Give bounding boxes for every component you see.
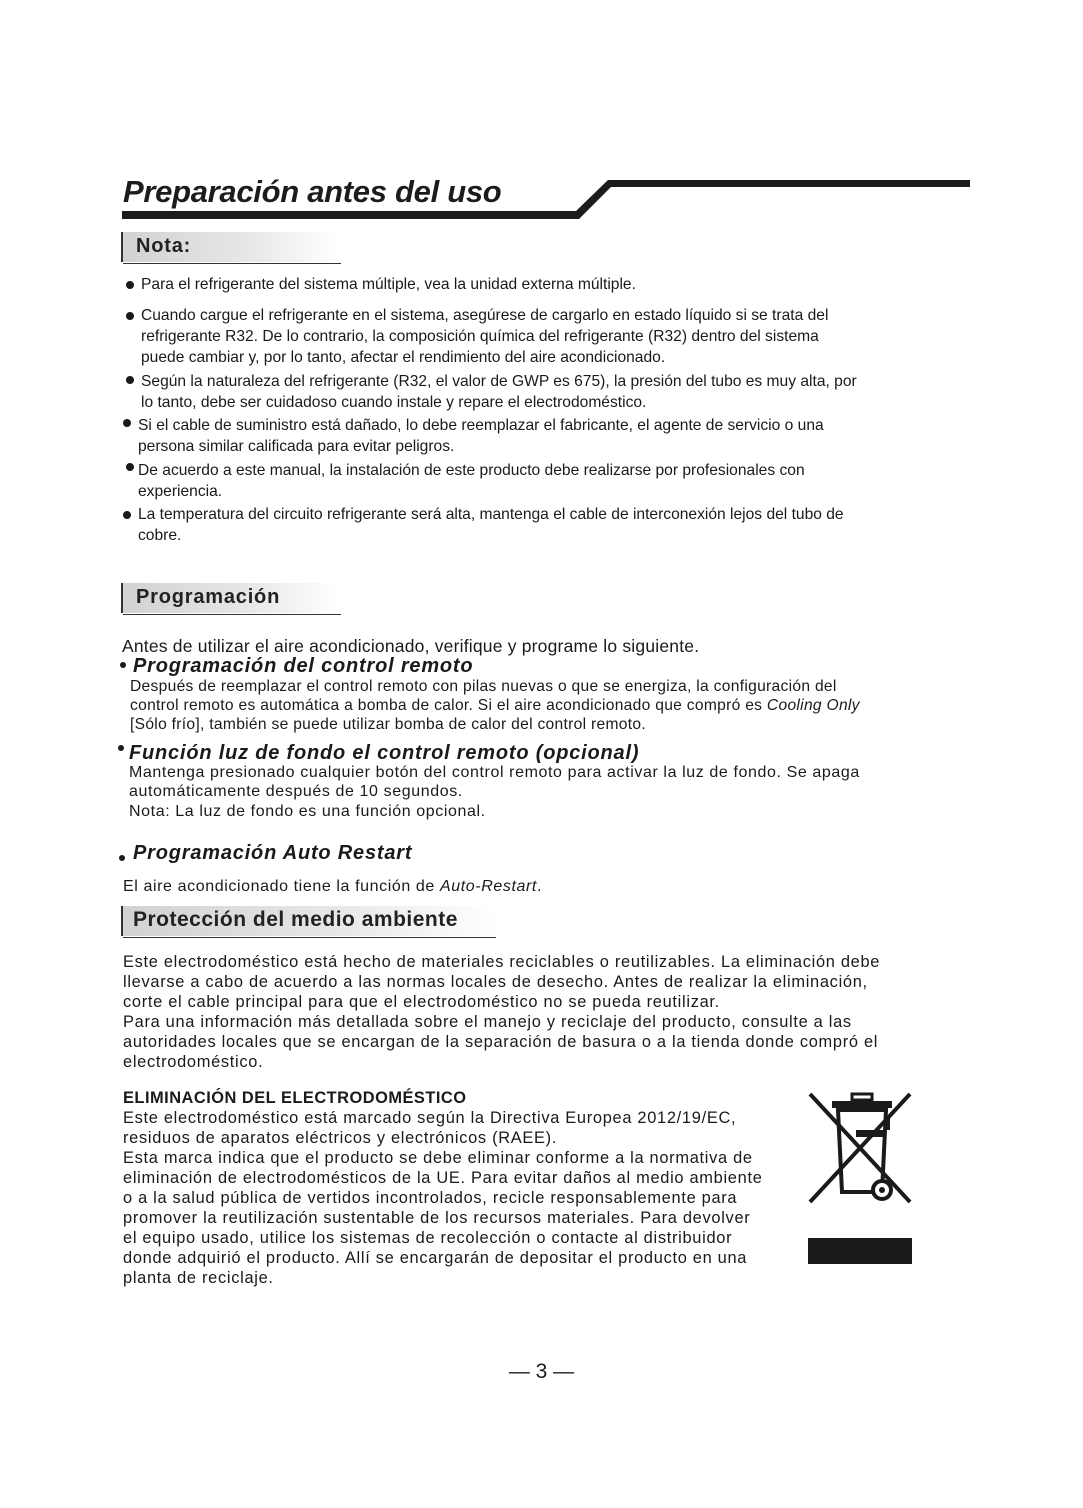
luz-fondo-heading: Función luz de fondo el control remoto (opcional) — [129, 742, 640, 764]
bullet-icon — [123, 419, 131, 427]
crossed-out-wheelie-bin-icon — [806, 1088, 916, 1268]
bullet-icon — [123, 511, 131, 519]
page-title: Preparación antes del uso — [123, 174, 502, 209]
bullet-icon — [126, 312, 134, 320]
ambiente-header: Protección del medio ambiente — [121, 906, 496, 936]
page-number: — 3 — — [508, 1360, 575, 1383]
bullet-icon — [119, 855, 125, 861]
nota-header: Nota: — [121, 232, 341, 262]
auto-restart-text: El aire acondicionado tiene la función de Auto-Restart. — [123, 878, 543, 895]
control-remoto-heading: Programación del control remoto — [133, 655, 474, 677]
auto-restart-heading: Programación Auto Restart — [133, 842, 413, 864]
bullet-icon — [126, 376, 134, 384]
control-remoto-line2: control remoto es automática a bomba de calor. Si el aire acondicionado que compró es Cooling Only — [130, 697, 860, 714]
programacion-intro: Antes de utilizar el aire acondicionado, verifique y programe lo siguiente. — [122, 636, 700, 656]
eliminacion-heading: ELIMINACIÓN DEL ELECTRODOMÉSTICO — [123, 1089, 467, 1107]
bullet-icon — [126, 281, 134, 289]
bullet-icon — [120, 662, 126, 668]
bullet-icon — [118, 745, 124, 751]
title-underline — [0, 0, 1083, 230]
bullet-icon — [126, 463, 134, 471]
programacion-header: Programación — [121, 583, 341, 613]
